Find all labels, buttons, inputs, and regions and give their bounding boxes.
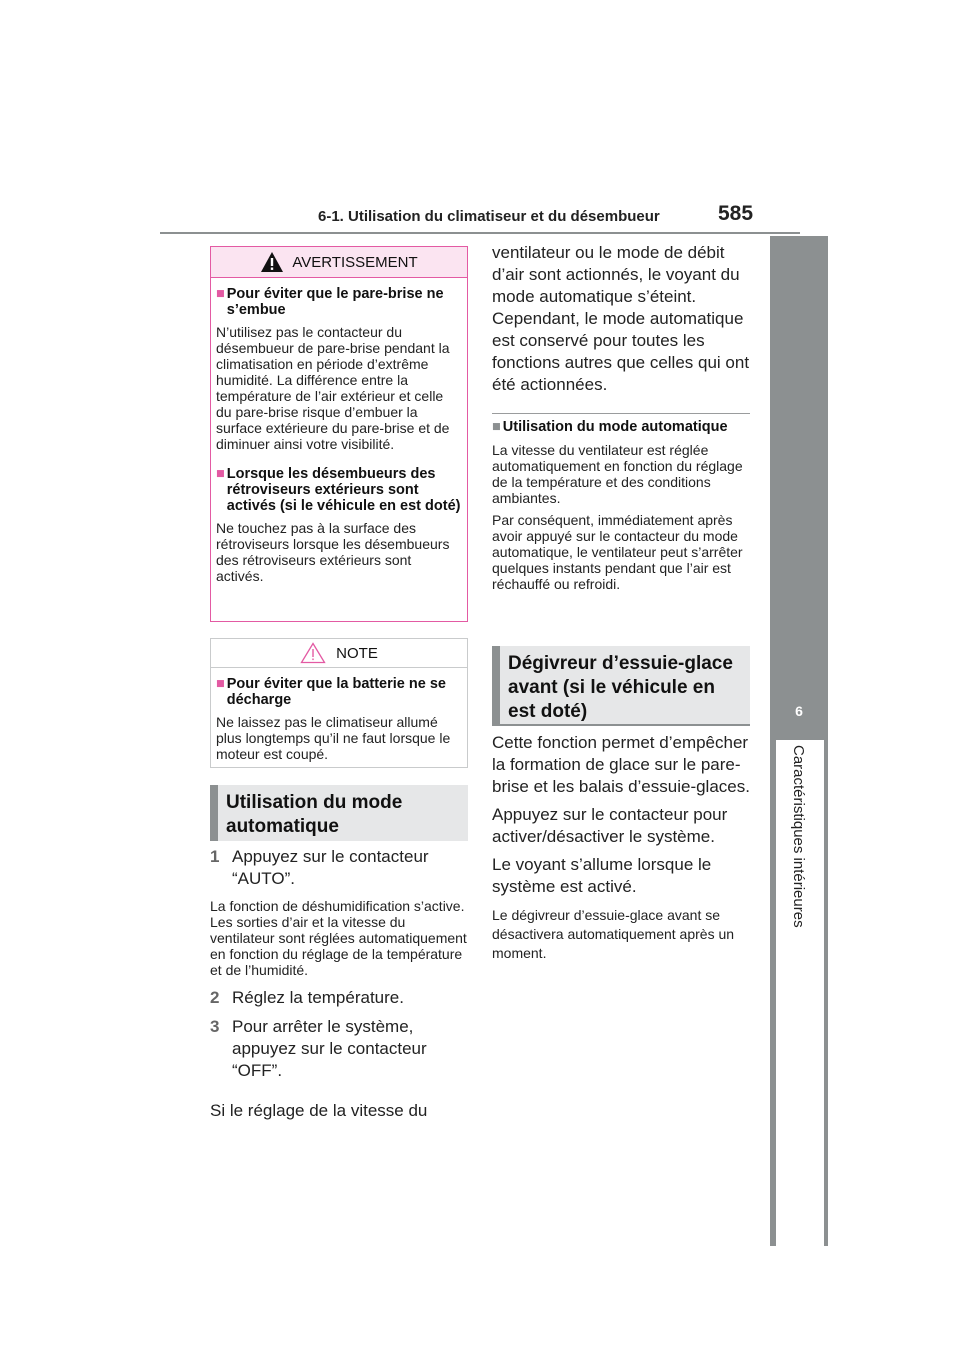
warning-box bbox=[210, 246, 468, 622]
warning-header bbox=[211, 247, 467, 278]
deicer-body bbox=[492, 732, 750, 963]
step-3: 3 Pour arrêter le système, appuyez sur le contacteur “OFF”. bbox=[210, 1017, 427, 1080]
auto-info-text: Par conséquent, immédiatement après avoir appuyé sur le contacteur du mode automatique, le ventilateur peut s’arrêter quelques instants pendant que l’air est réchauffé ou refroidi. bbox=[492, 512, 743, 592]
auto-mode-steps bbox=[210, 846, 468, 1082]
bullet-square-icon: ■ bbox=[216, 466, 225, 482]
section-title: 6-1. Utilisation du climatiseur et du désembueur bbox=[318, 208, 660, 225]
chapter-title: Caractéristiques intérieures bbox=[790, 745, 807, 928]
page-number: 585 bbox=[718, 202, 754, 225]
auto-info-text: La vitesse du ventilateur est réglée automatiquement en fonction du réglage de la température et des conditions ambiantes. bbox=[492, 442, 743, 506]
note-label: NOTE bbox=[336, 644, 378, 662]
deicer-text: Appuyez sur le contacteur pour activer/désactiver le système. bbox=[492, 805, 728, 846]
bullet-square-icon: ■ bbox=[216, 676, 225, 692]
note-header bbox=[211, 639, 467, 668]
deicer-text: Cette fonction permet d’empêcher la formation de glace sur le pare-brise et les balais d’essuie-glaces. bbox=[492, 733, 750, 796]
warning-item-text: N’utilisez pas le contacteur du désembueur de pare-brise pendant la climatisation en période d’extrême humidité. La différence entre la température de l’air extérieur et celle du pare-brise risque d’embuer la surface extérieure du pare-brise et de diminuer ainsi votre visibilité. bbox=[216, 324, 450, 452]
deicer-text: Le voyant s’allume lorsque le système est activé. bbox=[492, 855, 712, 896]
deicer-note: Le dégivreur d’essuie-glace avant se désactivera automatiquement après un moment. bbox=[492, 907, 735, 961]
header-rule bbox=[160, 232, 800, 234]
auto-mode-continued-start: Si le réglage de la vitesse du bbox=[210, 1101, 428, 1120]
note-box bbox=[210, 638, 468, 768]
note-item-title: ■ Pour éviter que la batterie ne se décharge bbox=[216, 676, 446, 708]
bullet-square-icon: ■ bbox=[216, 286, 225, 302]
info-rule bbox=[492, 413, 750, 414]
deicer-heading: Dégivreur d’essuie-glace avant (si le véhicule en est doté) bbox=[492, 646, 750, 726]
warning-item-text: Ne touchez pas à la surface des rétroviseurs lorsque les désembueurs des rétroviseurs extérieurs sont activés. bbox=[216, 520, 450, 584]
step-1: 1 Appuyez sur le contacteur “AUTO”. bbox=[210, 847, 429, 888]
chapter-number: 6 bbox=[770, 682, 828, 740]
warning-triangle-icon bbox=[260, 251, 284, 273]
step-1-note: La fonction de déshumidification s’active. Les sorties d’air et la vitesse du ventilateur sont réglées automatiquement en fonction du réglage de la température et de l’humidité. bbox=[210, 898, 467, 978]
bullet-square-icon: ■ bbox=[492, 419, 501, 435]
step-2: 2 Réglez la température. bbox=[210, 988, 404, 1007]
auto-info-title: ■ Utilisation du mode automatique bbox=[492, 419, 728, 435]
warning-item-title: ■ Pour éviter que le pare-brise ne s’embue bbox=[216, 286, 444, 318]
warning-label: AVERTISSEMENT bbox=[292, 253, 418, 271]
caution-triangle-icon bbox=[300, 642, 326, 664]
auto-mode-continued: ventilateur ou le mode de débit d’air sont actionnés, le voyant du mode automatique s’éteint. Cependant, le mode automatique est conservé pour toutes les fonctions autres que celles qui ont été actionnées. bbox=[492, 243, 750, 394]
auto-info bbox=[492, 419, 750, 592]
note-item-text: Ne laissez pas le climatiseur allumé plus longtemps qu’il ne faut lorsque le moteur est coupé. bbox=[216, 714, 451, 762]
warning-item-title: ■ Lorsque les désembueurs des rétroviseurs extérieurs sont activés (si le véhicule en est doté) bbox=[216, 466, 461, 514]
auto-mode-heading: Utilisation du mode automatique bbox=[210, 785, 468, 841]
